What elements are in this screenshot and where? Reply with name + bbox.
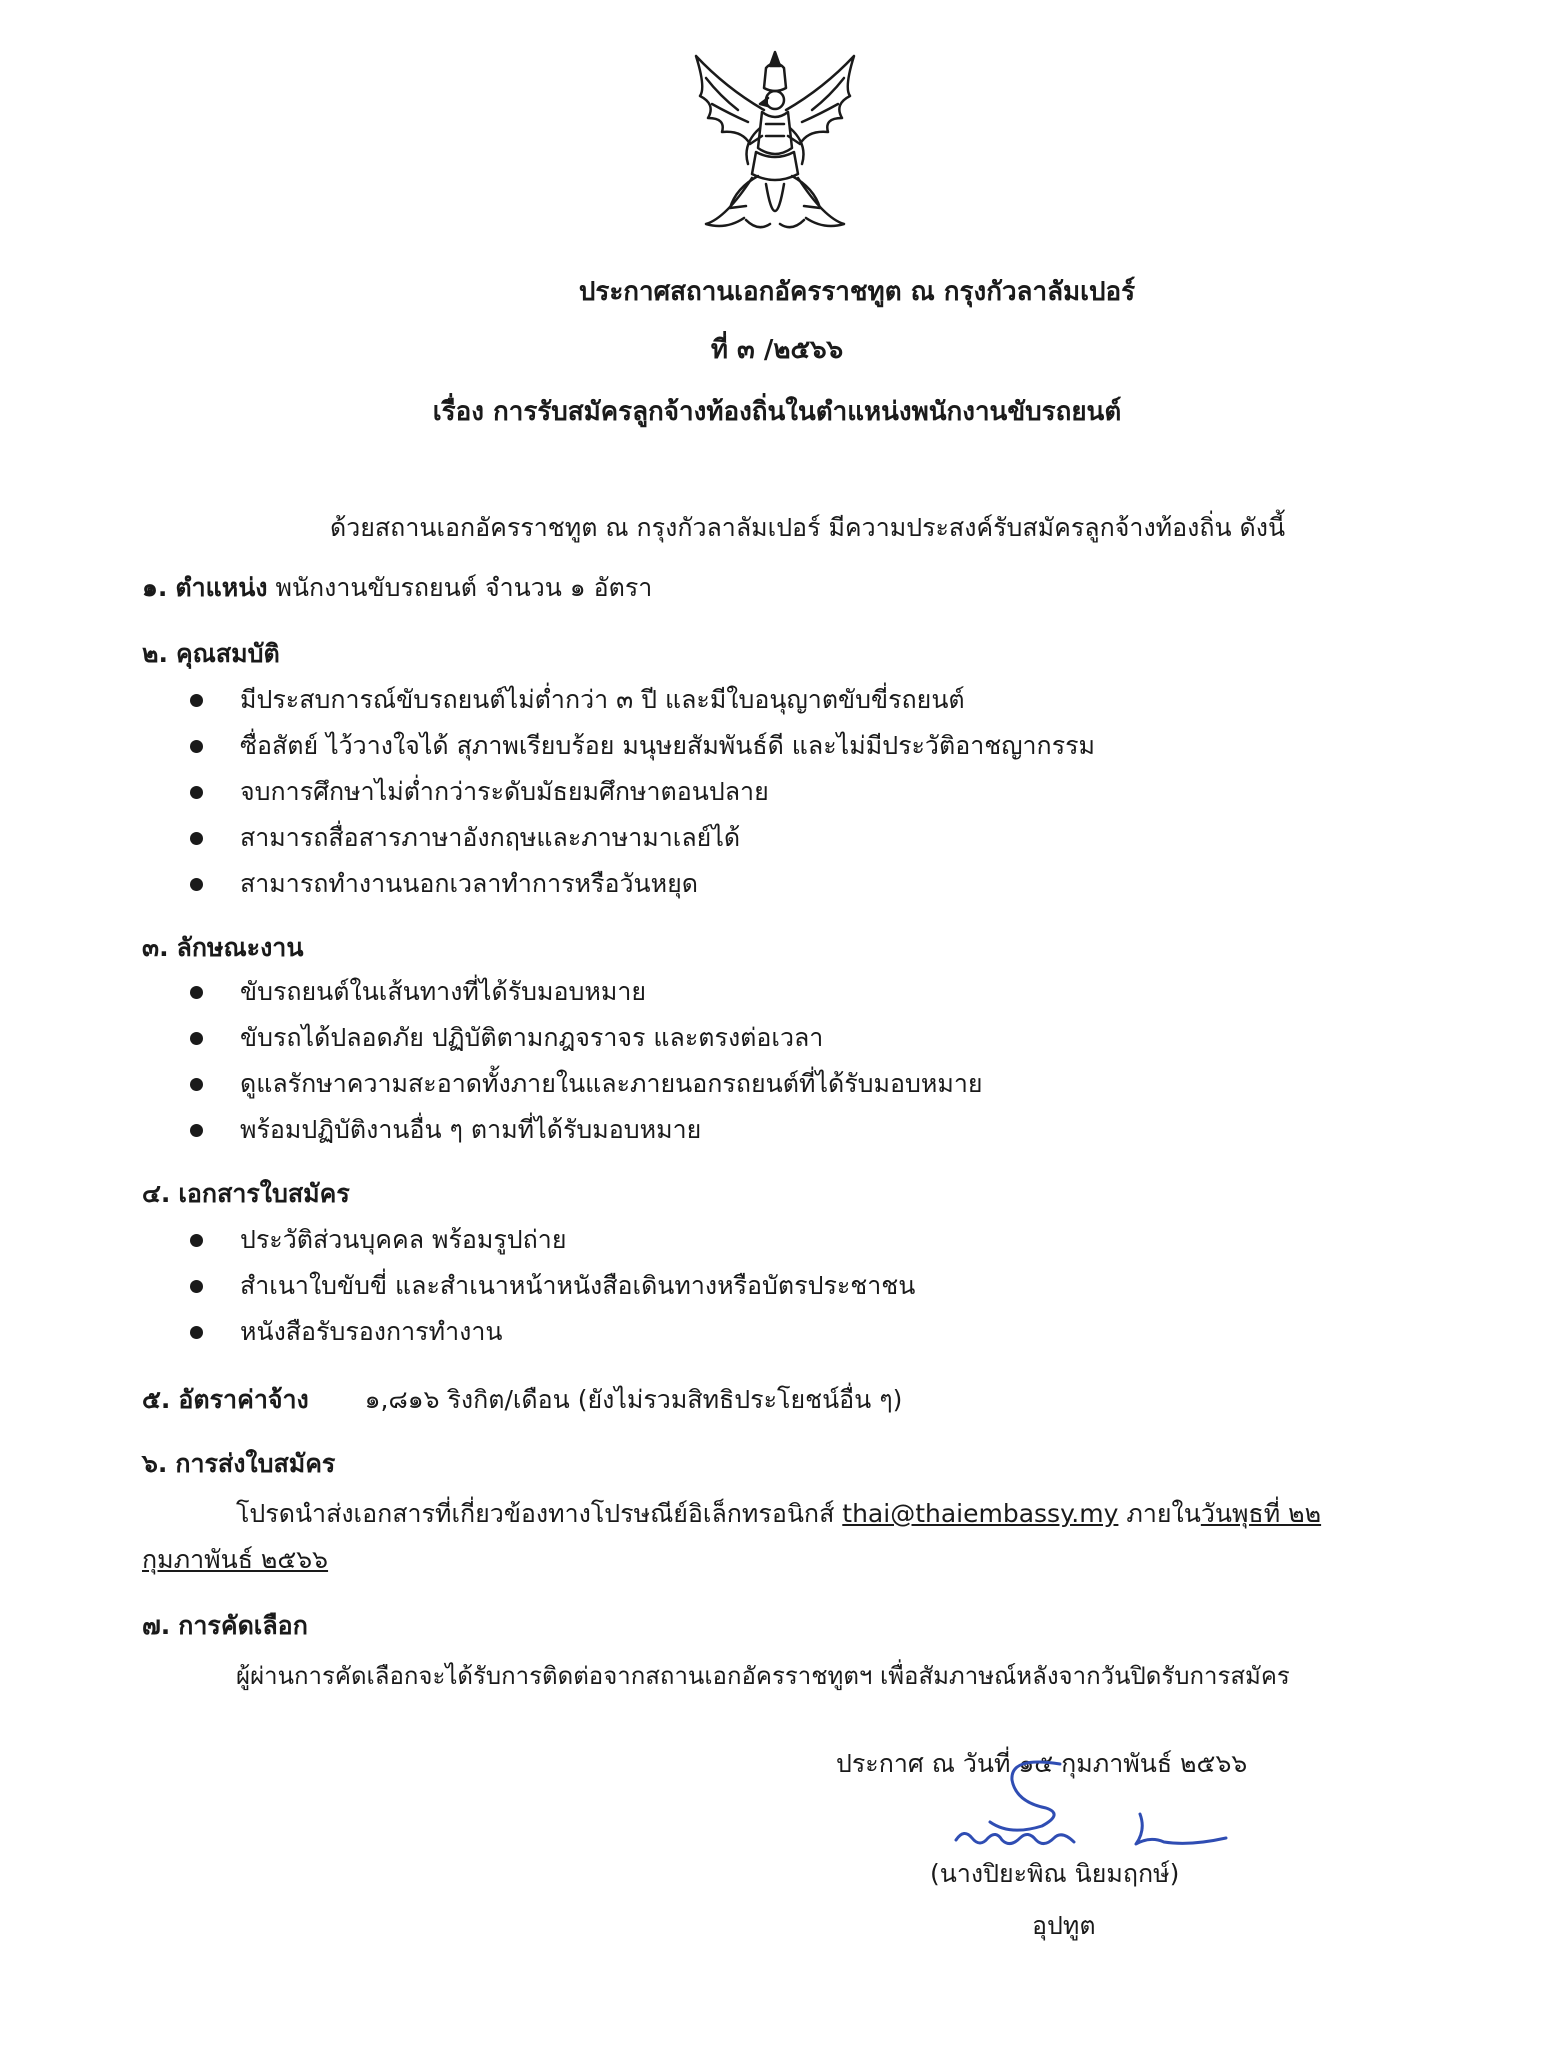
section-number: ๑.	[142, 573, 168, 602]
section-selection	[142, 1606, 308, 1646]
submission-within: ภายใน	[1126, 1499, 1201, 1528]
section-title: เอกสารใบสมัคร	[178, 1179, 350, 1208]
list-item: พร้อมปฏิบัติงานอื่น ๆ ตามที่ได้รับมอบหมาย	[190, 1110, 983, 1156]
section-submission	[142, 1444, 335, 1484]
documents-list	[190, 1220, 915, 1358]
list-item: ขับรถได้ปลอดภัย ปฏิบัติตามกฎจราจร และตรงต่อเวลา	[190, 1018, 983, 1064]
section-salary	[142, 1380, 902, 1420]
signer-name: (นางปิยะพิณ นิยมฤกษ์)	[930, 1859, 1180, 1888]
list-item: ประวัติส่วนบุคคล พร้อมรูปถ่าย	[190, 1220, 915, 1266]
section-title: อัตราค่าจ้าง	[178, 1385, 309, 1414]
submission-text-line2	[142, 1540, 328, 1580]
section-documents	[142, 1174, 350, 1214]
section-title: คุณสมบัติ	[175, 639, 280, 668]
list-item: สำเนาใบขับขี่ และสำเนาหน้าหนังสือเดินทางหรือบัตรประชาชน	[190, 1266, 915, 1312]
list-item: ดูแลรักษาความสะอาดทั้งภายในและภายนอกรถยนต์ที่ได้รับมอบหมาย	[190, 1064, 983, 1110]
intro-paragraph: ด้วยสถานเอกอัครราชทูต ณ กรุงกัวลาลัมเปอร์ มีความประสงค์รับสมัครลูกจ้างท้องถิ่น ดังนี้	[330, 513, 1286, 542]
deadline-date: วันพุธที่ ๒๒	[1200, 1499, 1322, 1528]
announcement-title: ประกาศสถานเอกอัครราชทูต ณ กรุงกัวลาลัมเปอร์	[578, 277, 1136, 307]
section-title: ตำแหน่ง	[175, 573, 268, 602]
selection-text: ผู้ผ่านการคัดเลือกจะได้รับการติดต่อจากสถานเอกอัครราชทูตฯ เพื่อสัมภาษณ์หลังจากวันปิดรับการสมัคร	[236, 1662, 1290, 1690]
section-qualifications	[142, 634, 280, 674]
list-item: ซื่อสัตย์ ไว้วางใจได้ สุภาพเรียบร้อย มนุษยสัมพันธ์ดี และไม่มีประวัติอาชญากรรม	[190, 726, 1095, 772]
announcement-date: ประกาศ ณ วันที่ ๑๕ กุมภาพันธ์ ๒๕๖๖	[836, 1749, 1248, 1778]
list-item: สามารถทำงานนอกเวลาทำการหรือวันหยุด	[190, 864, 1095, 910]
list-item: มีประสบการณ์ขับรถยนต์ไม่ต่ำกว่า ๓ ปี และมีใบอนุญาตขับขี่รถยนต์	[190, 680, 1095, 726]
section-number: ๖.	[142, 1449, 168, 1478]
deadline-date: กุมภาพันธ์ ๒๕๖๖	[142, 1545, 329, 1574]
announcement-number: ที่ ๓ /๒๕๖๖	[710, 335, 844, 365]
signature-icon	[950, 1752, 1240, 1862]
duties-list	[190, 972, 983, 1156]
submission-instruction: โปรดนำส่งเอกสารที่เกี่ยวข้องทางโปรษณีย์อิเล็กทรอนิกส์	[236, 1499, 835, 1528]
signer-title: อุปทูต	[1032, 1911, 1096, 1940]
section-number: ๓.	[142, 933, 169, 962]
section-title: การคัดเลือก	[178, 1611, 308, 1640]
section-number: ๕.	[142, 1385, 171, 1414]
section-text: ๑,๘๑๖ ริงกิต/เดือน (ยังไม่รวมสิทธิประโยชน์อื่น ๆ)	[364, 1385, 903, 1414]
qualifications-list	[190, 680, 1095, 910]
section-number: ๔.	[142, 1179, 171, 1208]
garuda-emblem-icon	[686, 48, 864, 244]
section-title: ลักษณะงาน	[176, 933, 304, 962]
list-item: หนังสือรับรองการทำงาน	[190, 1312, 915, 1358]
list-item: ขับรถยนต์ในเส้นทางที่ได้รับมอบหมาย	[190, 972, 983, 1018]
section-title: การส่งใบสมัคร	[175, 1449, 336, 1478]
email-link[interactable]: thai@thaiembassy.my	[842, 1499, 1119, 1528]
list-item: จบการศึกษาไม่ต่ำกว่าระดับมัธยมศึกษาตอนปลาย	[190, 772, 1095, 818]
section-number: ๒.	[142, 639, 168, 668]
section-text: พนักงานขับรถยนต์ จำนวน ๑ อัตรา	[275, 573, 653, 602]
section-position	[142, 568, 652, 608]
section-duties	[142, 928, 303, 968]
submission-text	[236, 1494, 1321, 1534]
announcement-subject: เรื่อง การรับสมัครลูกจ้างท้องถิ่นในตำแหน่งพนักงานขับรถยนต์	[432, 397, 1122, 427]
section-number: ๗.	[142, 1611, 171, 1640]
list-item: สามารถสื่อสารภาษาอังกฤษและภาษามาเลย์ได้	[190, 818, 1095, 864]
